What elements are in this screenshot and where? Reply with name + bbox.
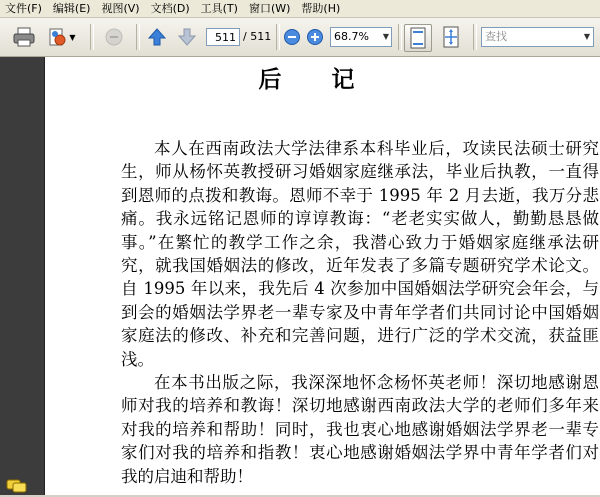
select-tool-button[interactable] [100, 24, 128, 50]
chevron-down-icon: ▼ [69, 32, 76, 42]
navigation-pane [0, 57, 45, 495]
fit-page-icon [408, 27, 428, 49]
page-total: / 511 [243, 30, 272, 43]
comments-button[interactable] [6, 478, 28, 492]
arrow-up-icon [147, 27, 167, 47]
arrow-down-icon [177, 27, 197, 47]
paragraph: 在本书出版之际，我深深地怀念杨怀英老师！深切地感谢恩师对我的培养和教诲！深切地感谢西南政法大学的老师们多年来对我的培养和帮助！同时，我也衷心地感谢婚姻法学界老一辈专家们对我的培养和指教！衷心地感谢婚姻法学界中青年学者们对我的启迪和帮助！ [121, 373, 599, 486]
search-input[interactable] [481, 27, 594, 47]
zoom-out-button[interactable] [282, 24, 302, 50]
zoom-in-button[interactable] [305, 24, 325, 50]
fit-width-button[interactable] [438, 24, 464, 50]
menu-help[interactable]: 帮助(H) [301, 2, 341, 15]
menu-window[interactable]: 窗口(W) [248, 2, 291, 15]
fit-width-icon [441, 26, 461, 48]
comment-icon [6, 479, 28, 493]
page-number-input[interactable]: 511 [206, 28, 240, 46]
fit-page-button[interactable] [404, 24, 432, 52]
next-page-button[interactable] [174, 24, 200, 50]
zoom-level-value: 68.7% [334, 30, 369, 43]
document-page [45, 57, 600, 495]
zoom-in-icon [306, 28, 324, 46]
zoom-level-select[interactable] [330, 27, 392, 47]
attach-button[interactable] [44, 24, 78, 50]
menu-bar [0, 0, 600, 18]
page-title: 后记 [258, 66, 405, 93]
menu-edit[interactable]: 编辑(E) [52, 2, 91, 15]
chevron-down-icon: ▼ [382, 32, 389, 41]
menu-document[interactable]: 文档(D) [150, 2, 190, 15]
previous-page-button[interactable] [144, 24, 170, 50]
menu-file[interactable]: 文件(F) [5, 2, 42, 15]
menu-view[interactable]: 视图(V) [101, 2, 140, 15]
attach-icon [46, 26, 68, 48]
printer-icon [12, 26, 36, 48]
select-icon [103, 26, 125, 48]
search-placeholder: 查找 [485, 30, 507, 43]
toolbar [0, 18, 600, 57]
menu-tools[interactable]: 工具(T) [200, 2, 238, 15]
print-button[interactable] [10, 24, 38, 50]
document-body [121, 137, 599, 488]
chevron-down-icon: ▼ [583, 32, 590, 41]
zoom-out-icon [283, 28, 301, 46]
paragraph: 本人在西南政法大学法律系本科毕业后，攻读民法硕士研究生，师从杨怀英教授研习婚姻家庭继承法，毕业后执教，一直得到恩师的点拨和教诲。恩师不幸于 1995 年 2 月去逝，我万分悲痛。我永远铭记恩师的谆谆教诲：“老老实实做人，勤勤恳恳做事。”在繁忙的教学工作之余，我潜心致力于婚姻家庭继承法研究，就我国婚姻法的修改，近年发表了多篇专题研究学术论文。自 1995 年以来，我先后 4 次参加中国婚姻法学研究会年会，与到会的婚姻法学界老一辈专家及中青年学者们共同讨论中国婚姻家庭法的修改、补充和完善问题，进行广泛的学术交流，获益匪浅。 [121, 139, 599, 369]
